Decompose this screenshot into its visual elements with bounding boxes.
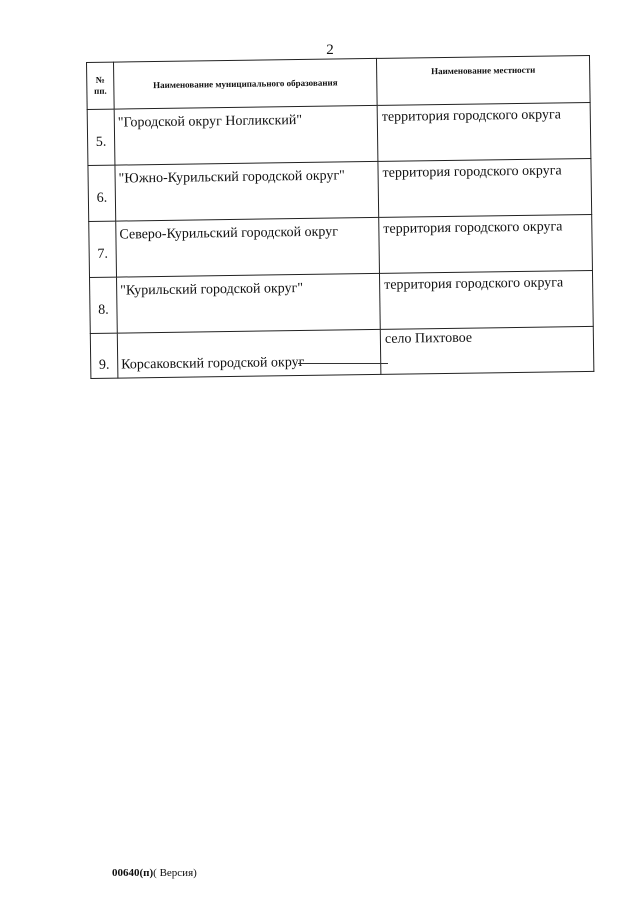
row-num: 9. bbox=[90, 333, 118, 378]
row-municipality: "Городской округ Ногликский" bbox=[114, 105, 378, 165]
footer-document-code bbox=[112, 867, 197, 879]
table-row bbox=[89, 214, 593, 277]
row-locality: территория городского округа bbox=[378, 158, 592, 217]
header-locality: Наименование местности bbox=[376, 55, 590, 105]
row-municipality: Корсаковский городской округ bbox=[117, 329, 381, 378]
table-row bbox=[88, 158, 592, 221]
row-municipality: "Южно-Курильский городской округ" bbox=[115, 161, 379, 221]
footer-code: 00640(п) bbox=[112, 867, 154, 879]
table-header-row bbox=[87, 55, 591, 109]
row-locality: территория городского округа bbox=[379, 270, 593, 329]
header-num-label: № пп. bbox=[94, 74, 107, 96]
row-locality: территория городского округа bbox=[377, 102, 591, 161]
footer-version: ( Версия) bbox=[153, 867, 197, 879]
municipalities-table bbox=[86, 55, 594, 379]
row-num: 5. bbox=[87, 109, 115, 165]
header-municipality: Наименование муниципального образования bbox=[114, 58, 378, 109]
row-locality: село Пихтовое bbox=[380, 326, 594, 374]
row-municipality: Северо-Курильский городской округ bbox=[116, 217, 380, 277]
row-num: 7. bbox=[89, 221, 117, 277]
row-num: 6. bbox=[88, 165, 116, 221]
header-num bbox=[87, 62, 115, 109]
row-num: 8. bbox=[90, 277, 118, 333]
row-municipality: "Курильский городской округ" bbox=[117, 273, 381, 333]
table-row bbox=[87, 102, 591, 165]
table-row bbox=[90, 326, 594, 378]
row-locality: территория городского округа bbox=[379, 214, 593, 273]
table-row bbox=[90, 270, 594, 333]
page-number: 2 bbox=[326, 42, 334, 58]
closing-divider bbox=[298, 363, 388, 364]
